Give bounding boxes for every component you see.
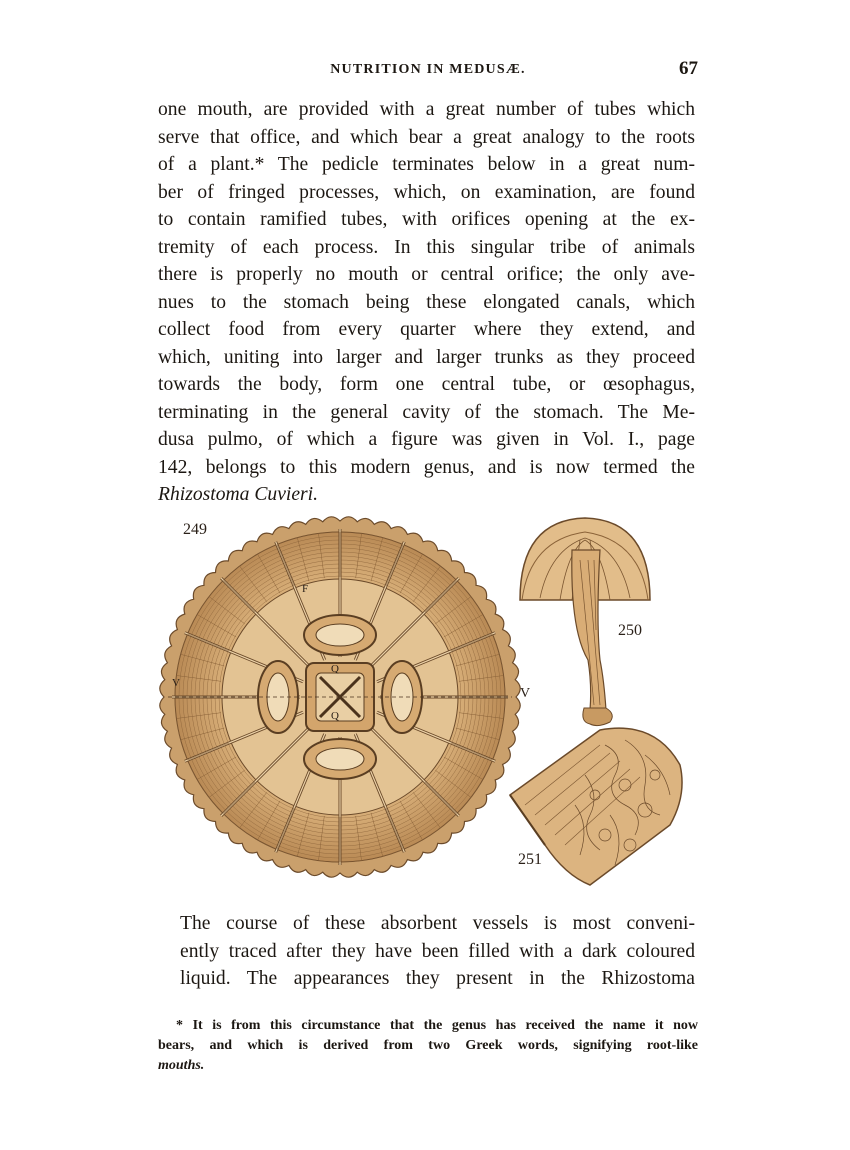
page-number: 67 <box>679 58 698 79</box>
footnote-line: bears, and which is derived from two Greek words, signifying root-like <box>158 1038 698 1053</box>
figure-250-medusa-side-view <box>510 510 660 730</box>
figure-letter-f: F <box>302 583 309 595</box>
figure-label-251: 251 <box>518 851 542 868</box>
text-line: one mouth, are provided with a great number of tubes which <box>158 99 695 120</box>
page-header <box>158 58 698 88</box>
paragraph-1 <box>158 96 695 509</box>
text-line: The course of these absorbent vessels is most conveni- <box>180 913 695 934</box>
text-line: there is properly no mouth or central orifice; the only ave- <box>158 264 695 285</box>
figure-label-250: 250 <box>618 622 642 639</box>
figure-letter-q-bottom: Q <box>331 710 339 722</box>
text-line: towards the body, form one central tube, or œsophagus, <box>158 374 695 395</box>
figure-letter-v-left: V <box>172 677 180 689</box>
text-line: Rhizostoma Cuvieri. <box>158 484 319 505</box>
figure-label-249: 249 <box>183 521 207 538</box>
text-line: tremity of each process. In this singular tribe of animals <box>158 236 695 258</box>
text-line: 142, belongs to this modern genus, and is now termed the <box>158 456 695 478</box>
text-line: of a plant.* The pedicle terminates below in a great num- <box>158 154 695 175</box>
text-line: dusa pulmo, of which a figure was given in Vol. I., page <box>158 429 695 450</box>
text-line: terminating in the general cavity of the stomach. The Me- <box>158 401 695 423</box>
paragraph-2 <box>158 910 695 993</box>
footnote-line: * It is from this circumstance that the genus has received the name it now <box>176 1018 698 1033</box>
text-line: liquid. The appearances they present in the Rhizostoma <box>180 968 695 989</box>
text-line: to contain ramified tubes, with orifices opening at the ex- <box>158 209 695 230</box>
text-line: which, uniting into larger and larger trunks as they proceed <box>158 346 695 368</box>
footnote <box>158 1016 698 1076</box>
figure-letter-v-right: V <box>520 686 531 701</box>
text-line: ber of fringed processes, which, on examination, are found <box>158 181 695 203</box>
running-head: NUTRITION IN MEDUSÆ. <box>330 62 526 77</box>
text-line: ently traced after they have been filled with a dark coloured <box>180 940 695 962</box>
figure-letter-q-top: Q <box>331 663 339 675</box>
footnote-line: mouths. <box>158 1058 205 1073</box>
text-line: nues to the stomach being these elongated canals, which <box>158 291 695 313</box>
text-line: collect food from every quarter where they extend, and <box>158 319 695 340</box>
text-line: serve that office, and which bear a great analogy to the roots <box>158 126 695 148</box>
figure-249-medusa-disc <box>150 510 530 885</box>
